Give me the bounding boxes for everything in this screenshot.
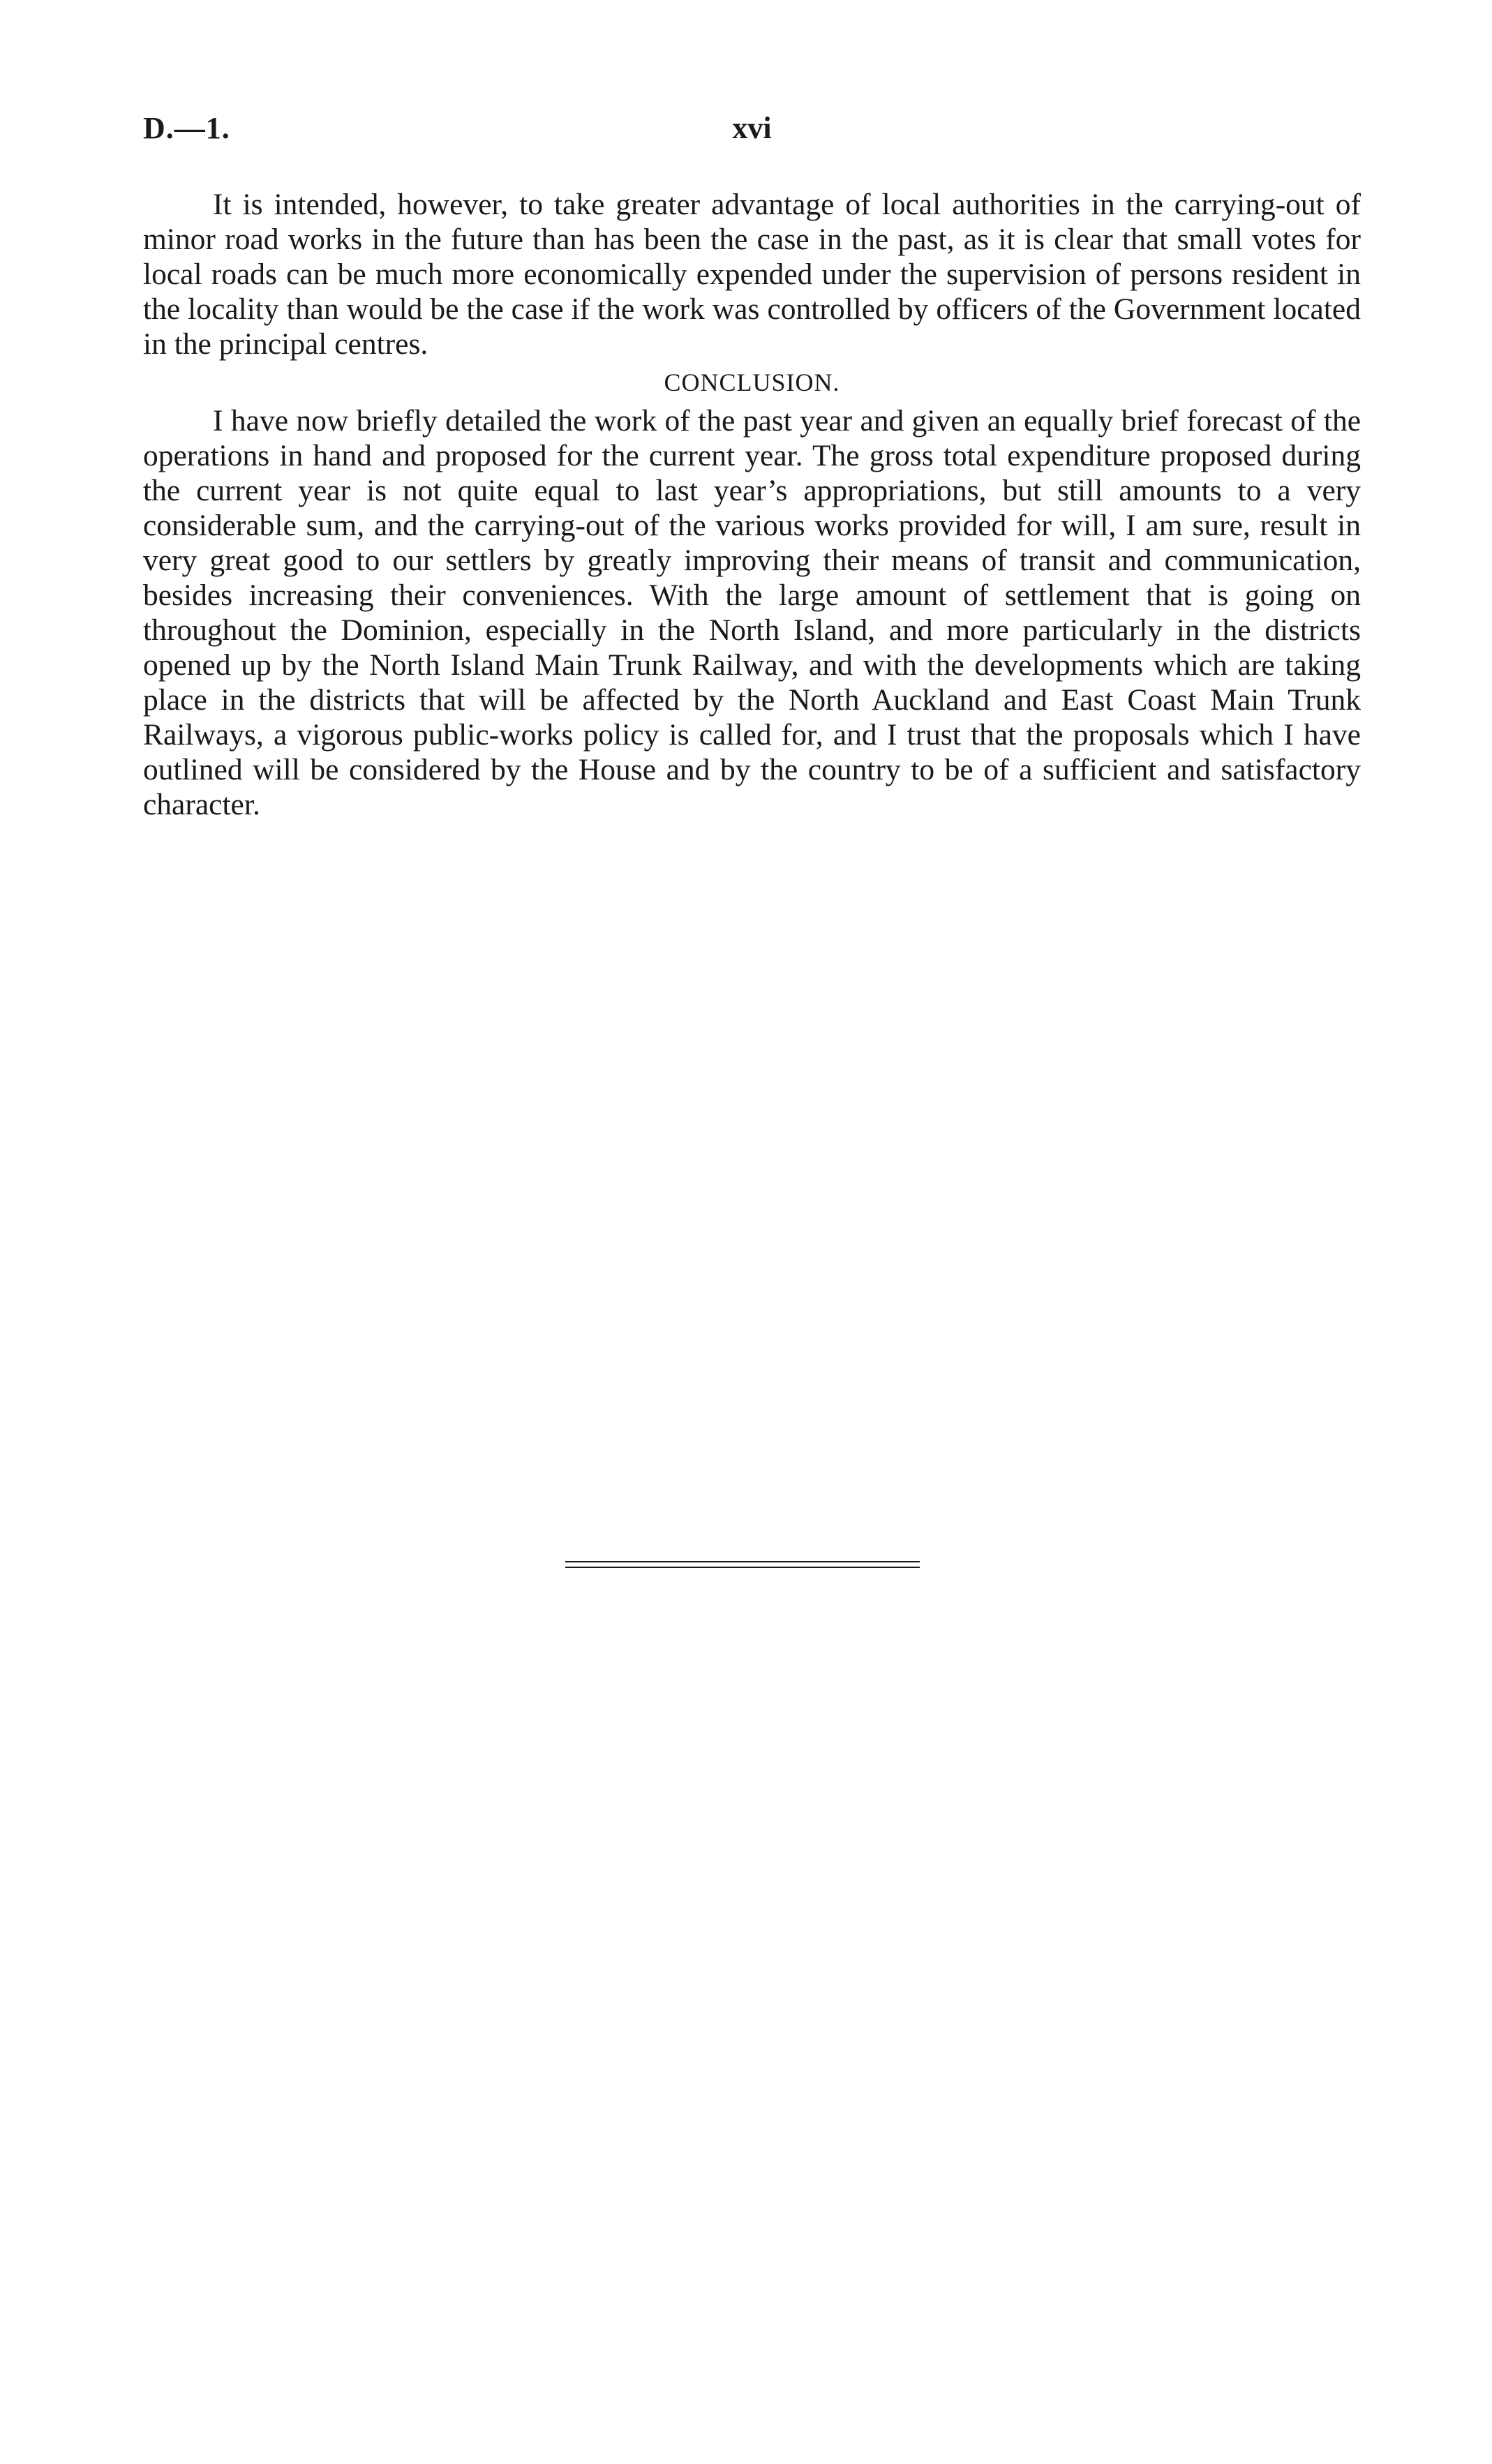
conclusion-paragraph: I have now briefly detailed the work of the past year and given an equally brief forecast of the operations in hand and proposed for the current year. The gross total expenditure proposed during the current year is not quite equal to last year’s appropriations, but still amounts to a very considerable sum, and the carrying-out of the various works provided for will, I am sure, result in very great good to our settlers by greatly improving their means of transit and communication, besides increasing their conveniences. With the large amount of settlement that is going on throughout the Dominion, especially in the North Island, and more particularly in the districts opened up by the North Island Main Trunk Railway, and with the developments which are taking place in the districts that will be affected by the North Auckland and East Coast Main Trunk Railways, a vigorous public-works policy is called for, and I trust that the proposals which I have outlined will be considered by the House and by the country to be of a sufficient and satisfactory character.: [143, 404, 1361, 821]
intro-paragraph: It is intended, however, to take greater advantage of local authorities in the carrying-out of minor road works in the future than has been the case in the past, as it is clear that small votes for local roads can be much more economically expended under the supervision of persons resident in the locality than would be the case if the work was controlled by officers of the Government located in the principal centres.: [143, 188, 1361, 361]
page-header: [143, 110, 1361, 152]
document-code: D.—1.: [143, 111, 230, 145]
end-rule-line-top: [565, 1561, 920, 1562]
page-number: xvi: [732, 111, 772, 145]
section-heading-conclusion: CONCLUSION.: [664, 368, 840, 396]
end-rule-line-bottom: [565, 1567, 920, 1568]
end-rule-divider: [565, 1561, 920, 1569]
body-text: [143, 187, 1361, 822]
